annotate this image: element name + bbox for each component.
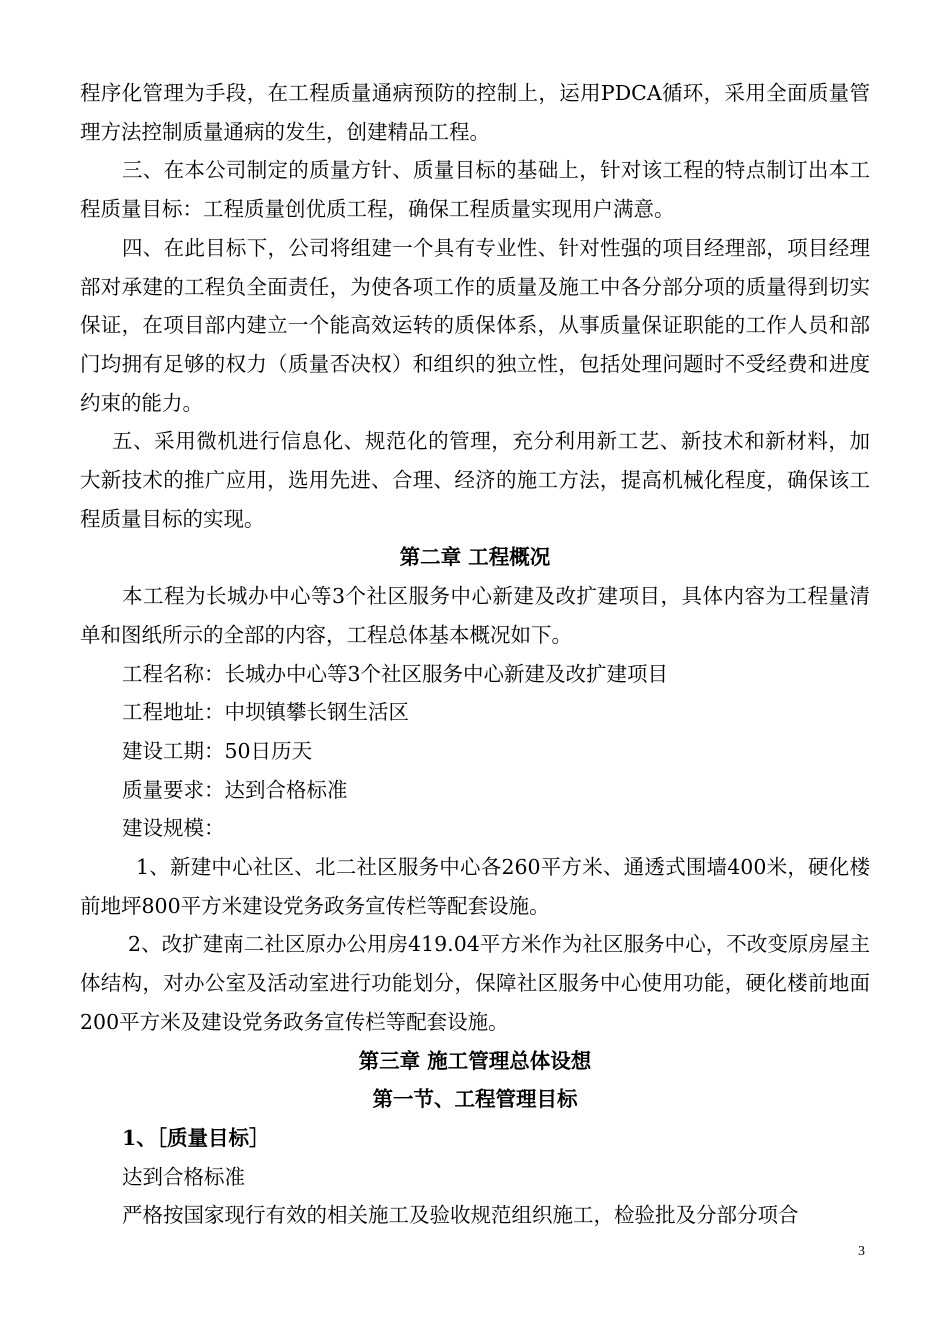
page-number: 3: [858, 1244, 865, 1259]
project-overview-paragraph: 本工程为长城办中心等3个社区服务中心新建及改扩建项目，具体内容为工程量清单和图纸所示的全部的内容，工程总体基本概况如下。: [80, 584, 870, 647]
paragraph-point-5: 五、采用微机进行信息化、规范化的管理，充分利用新工艺、新技术和新材料，加大新技术的推广应用，选用先进、合理、经济的施工方法，提高机械化程度，确保该工程质量目标的实现。: [80, 429, 870, 531]
paragraph-continuation: 程序化管理为手段，在工程质量通病预防的控制上，运用PDCA循环，采用全面质量管理方法控制质量通病的发生，创建精品工程。: [80, 81, 870, 144]
paragraph-point-3: 三、在本公司制定的质量方针、质量目标的基础上，针对该工程的特点制订出本工程质量目标：工程质量创优质工程，确保工程质量实现用户满意。: [80, 158, 870, 222]
quality-target-value: 达到合格标准: [122, 1164, 245, 1189]
quality-target-heading: 1、［质量目标］: [122, 1125, 270, 1150]
chapter-2-heading: 第二章 工程概况: [399, 545, 551, 570]
scale-item-1: 1、新建中心社区、北二社区服务中心各260平方米、通透式围墙400米，硬化楼前地坪800平方米建设党务政务宣传栏等配套设施。: [80, 855, 870, 918]
quality-target-description: 严格按国家现行有效的相关施工及验收规范组织施工，检验批及分部分项合: [122, 1203, 799, 1228]
construction-scale-label: 建设规模：: [122, 816, 225, 841]
scale-item-2: 2、改扩建南二社区原办公用房419.04平方米作为社区服务中心，不改变原房屋主体结构，对办公室及活动室进行功能划分，保障社区服务中心使用功能，硬化楼前地面200平方米及建设党务政务宣传栏等配套设施。: [80, 932, 870, 1034]
project-address-line: 工程地址：中坝镇攀长钢生活区: [122, 700, 409, 725]
page-body: [80, 74, 870, 1235]
chapter-3-heading: 第三章 施工管理总体设想: [358, 1048, 592, 1073]
project-name-line: 工程名称：长城办中心等3个社区服务中心新建及改扩建项目: [122, 661, 669, 686]
quality-requirement-line: 质量要求：达到合格标准: [122, 777, 348, 802]
construction-period-line: 建设工期：50日历天: [122, 738, 313, 763]
paragraph-point-4: 四、在此目标下，公司将组建一个具有专业性、针对性强的项目经理部，项目经理部对承建的工程负全面责任，为使各项工作的质量及施工中各分部分项的质量得到切实保证，在项目部内建立一个能高效运转的质保体系，从事质量保证职能的工作人员和部门均拥有足够的权力（质量否决权）和组织的独立性，包括处理问题时不受经费和进度约束的能力。: [80, 235, 870, 415]
section-1-heading: 第一节、工程管理目标: [372, 1087, 578, 1112]
